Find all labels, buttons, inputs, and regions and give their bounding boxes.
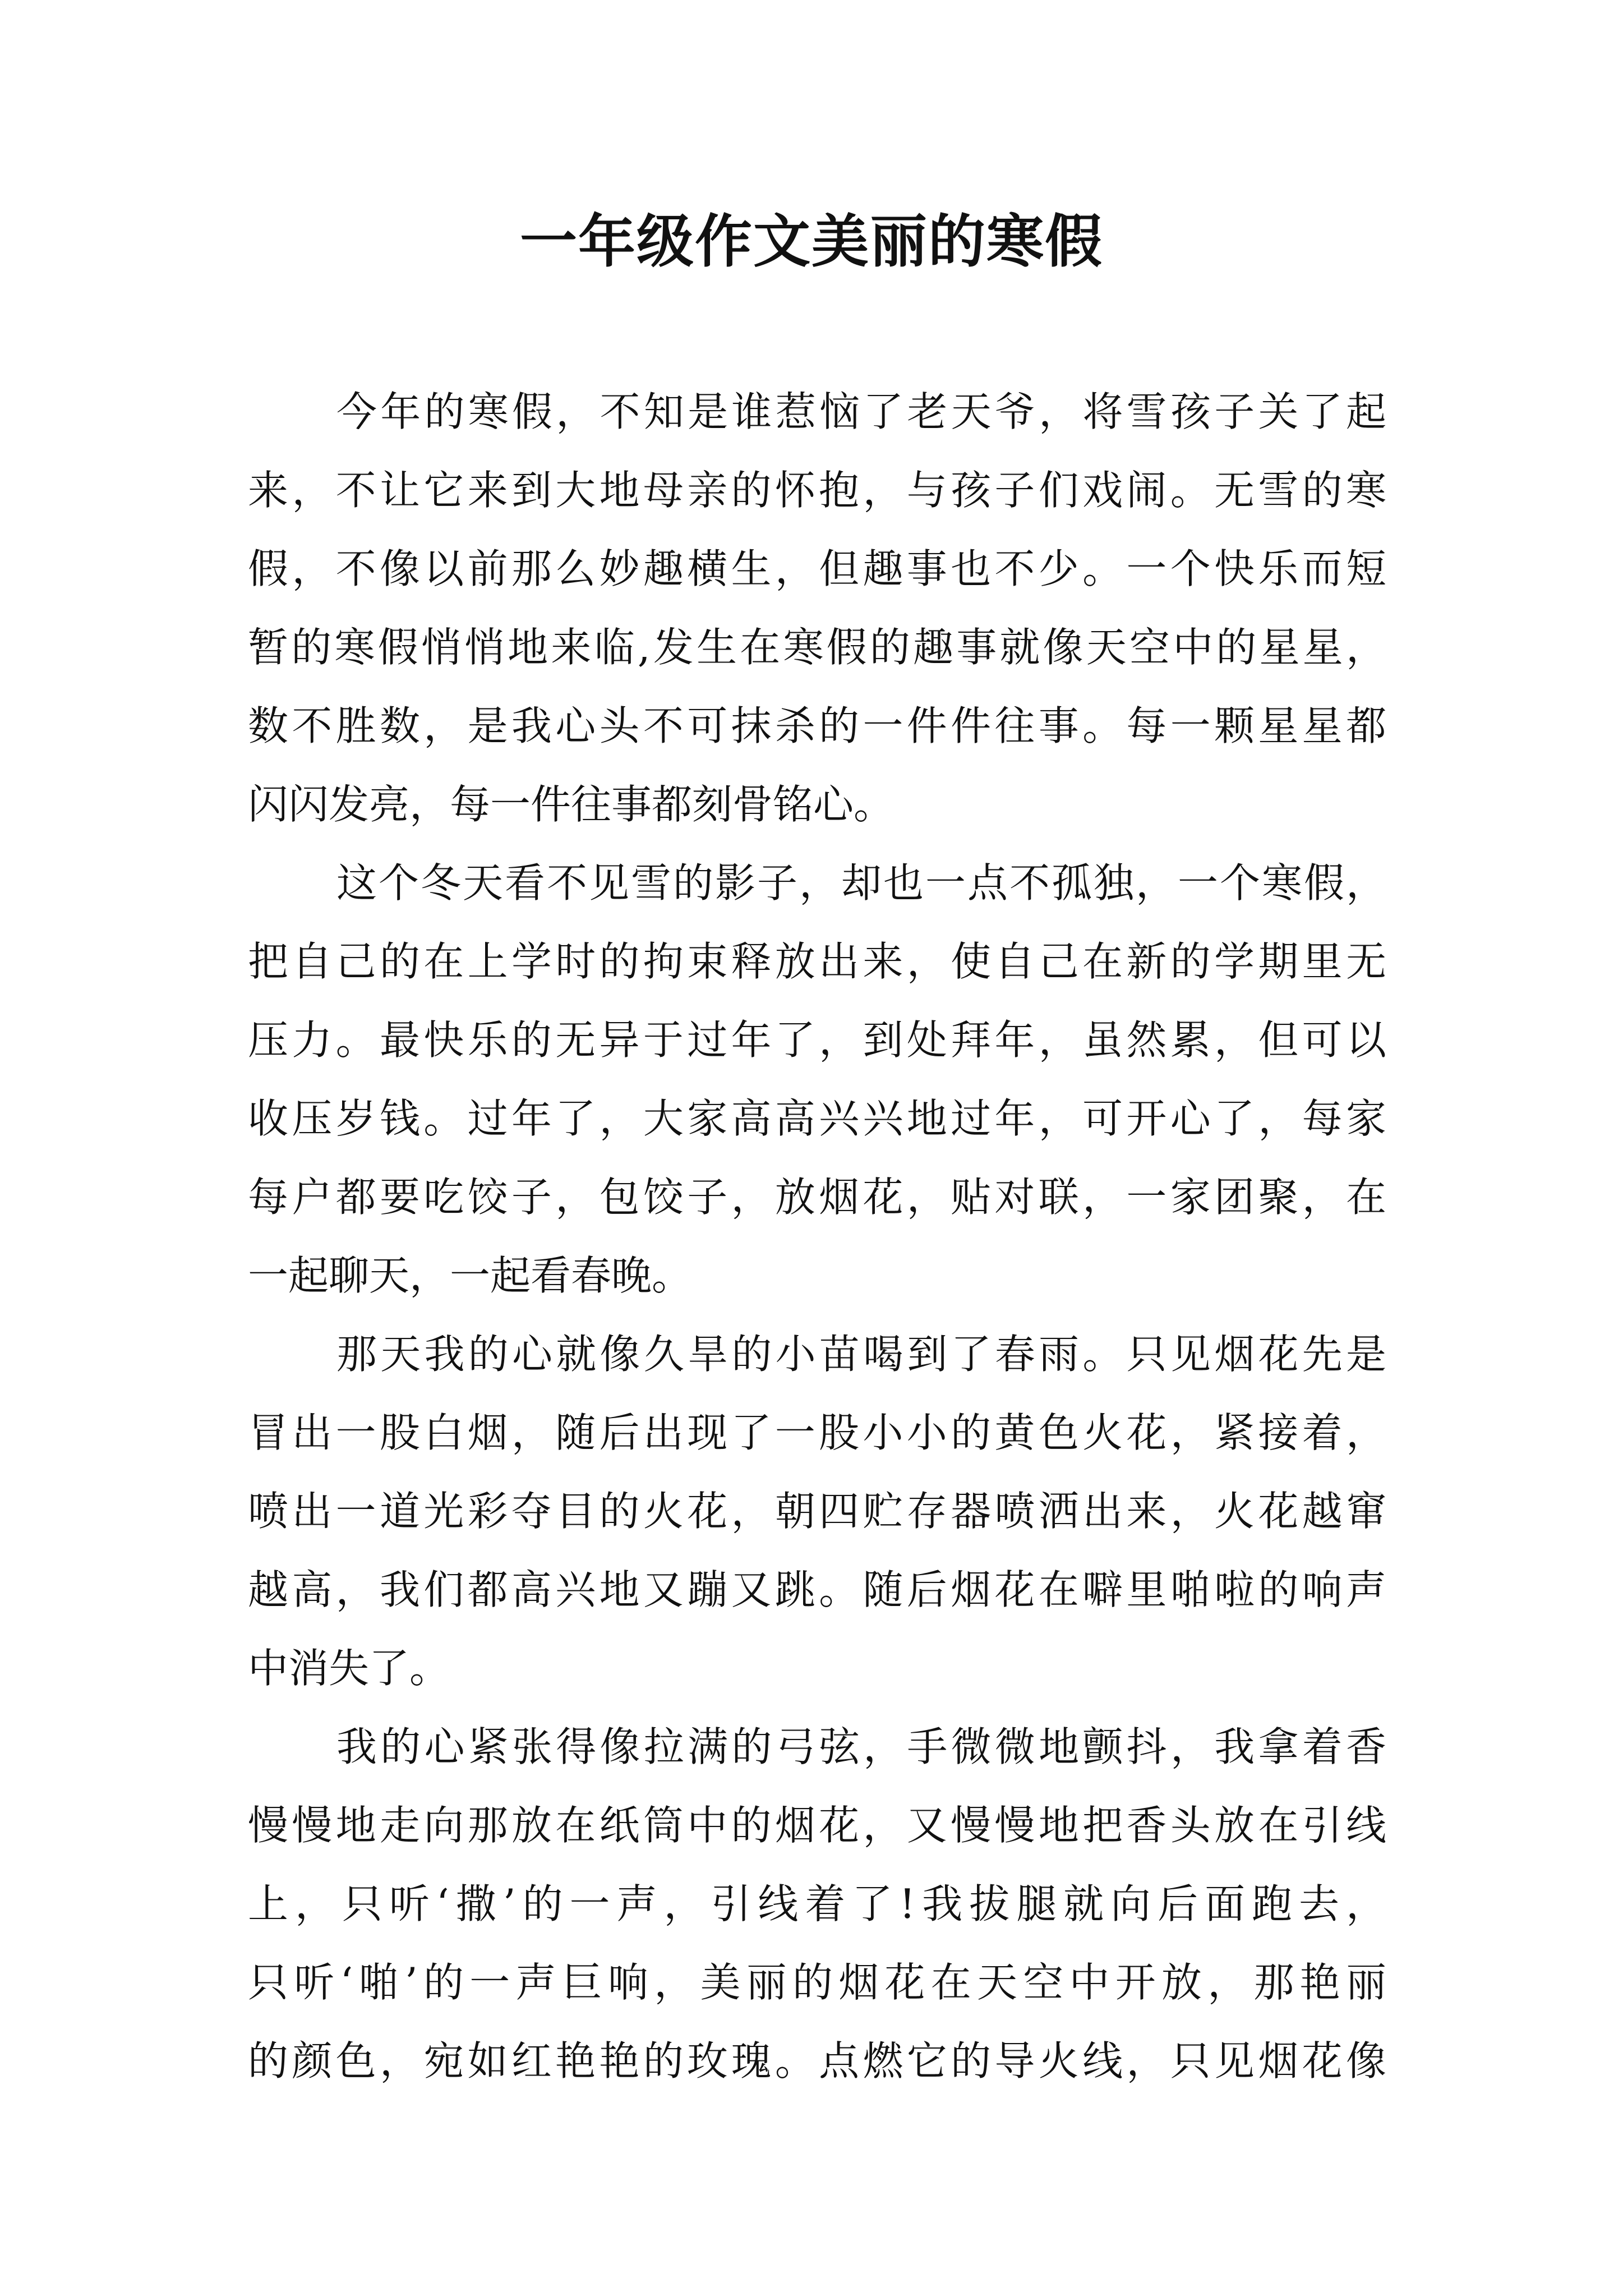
paragraph-line: 那天我的心就像久旱的小苗喝到了春雨。只见烟花先是 [336, 1331, 1386, 1378]
paragraph-line: 喷出一道光彩夺目的火花，朝四贮存器喷洒出来，火花越窜 [248, 1488, 1386, 1535]
document-title: 一年级作文美丽的寒假 [520, 209, 1103, 275]
paragraph-line: 只听‘啪’的一声巨响，美丽的烟花在天空中开放，那艳丽 [248, 1959, 1386, 2006]
paragraph-line: 慢慢地走向那放在纸筒中的烟花，又慢慢地把香头放在引线 [248, 1802, 1386, 1849]
paragraph-line: 数不胜数，是我心头不可抹杀的一件件往事。每一颗星星都 [248, 702, 1386, 749]
paragraph-line: 中消失了。 [248, 1645, 450, 1692]
paragraph-line: 闪闪发亮，每一件往事都刻骨铭心。 [248, 781, 895, 828]
paragraph-line: 的颜色，宛如红艳艳的玫瑰。点燃它的导火线，只见烟花像 [248, 2037, 1386, 2085]
paragraph-line: 暂的寒假悄悄地来临,发生在寒假的趣事就像天空中的星星， [248, 624, 1386, 671]
paragraph-line: 我的心紧张得像拉满的弓弦，手微微地颤抖，我拿着香 [336, 1723, 1386, 1770]
paragraph-line: 压力。最快乐的无异于过年了，到处拜年，虽然累，但可以 [248, 1016, 1386, 1064]
paragraph-line: 一起聊天，一起看春晚。 [248, 1252, 693, 1299]
paragraph-line: 把自己的在上学时的拘束释放出来，使自己在新的学期里无 [248, 938, 1386, 985]
paragraph-line: 每户都要吃饺子，包饺子，放烟花，贴对联，一家团聚，在 [248, 1174, 1386, 1221]
paragraph-line: 收压岁钱。过年了，大家高高兴兴地过年，可开心了，每家 [248, 1095, 1386, 1142]
paragraph-line: 越高，我们都高兴地又蹦又跳。随后烟花在噼里啪啦的响声 [248, 1566, 1386, 1613]
paragraph-line: 上，只听‘撒’的一声，引线着了!我拔腿就向后面跑去， [248, 1880, 1386, 1927]
paragraph-line: 冒出一股白烟，随后出现了一股小小的黄色火花，紧接着， [248, 1409, 1386, 1456]
paragraph-line: 来，不让它来到大地母亲的怀抱，与孩子们戏闹。无雪的寒 [248, 467, 1386, 514]
paragraph-line: 今年的寒假，不知是谁惹恼了老天爷，将雪孩子关了起 [336, 388, 1386, 435]
paragraph-line: 假，不像以前那么妙趣横生，但趣事也不少。一个快乐而短 [248, 545, 1386, 592]
paragraph-line: 这个冬天看不见雪的影子，却也一点不孤独，一个寒假， [336, 859, 1386, 907]
